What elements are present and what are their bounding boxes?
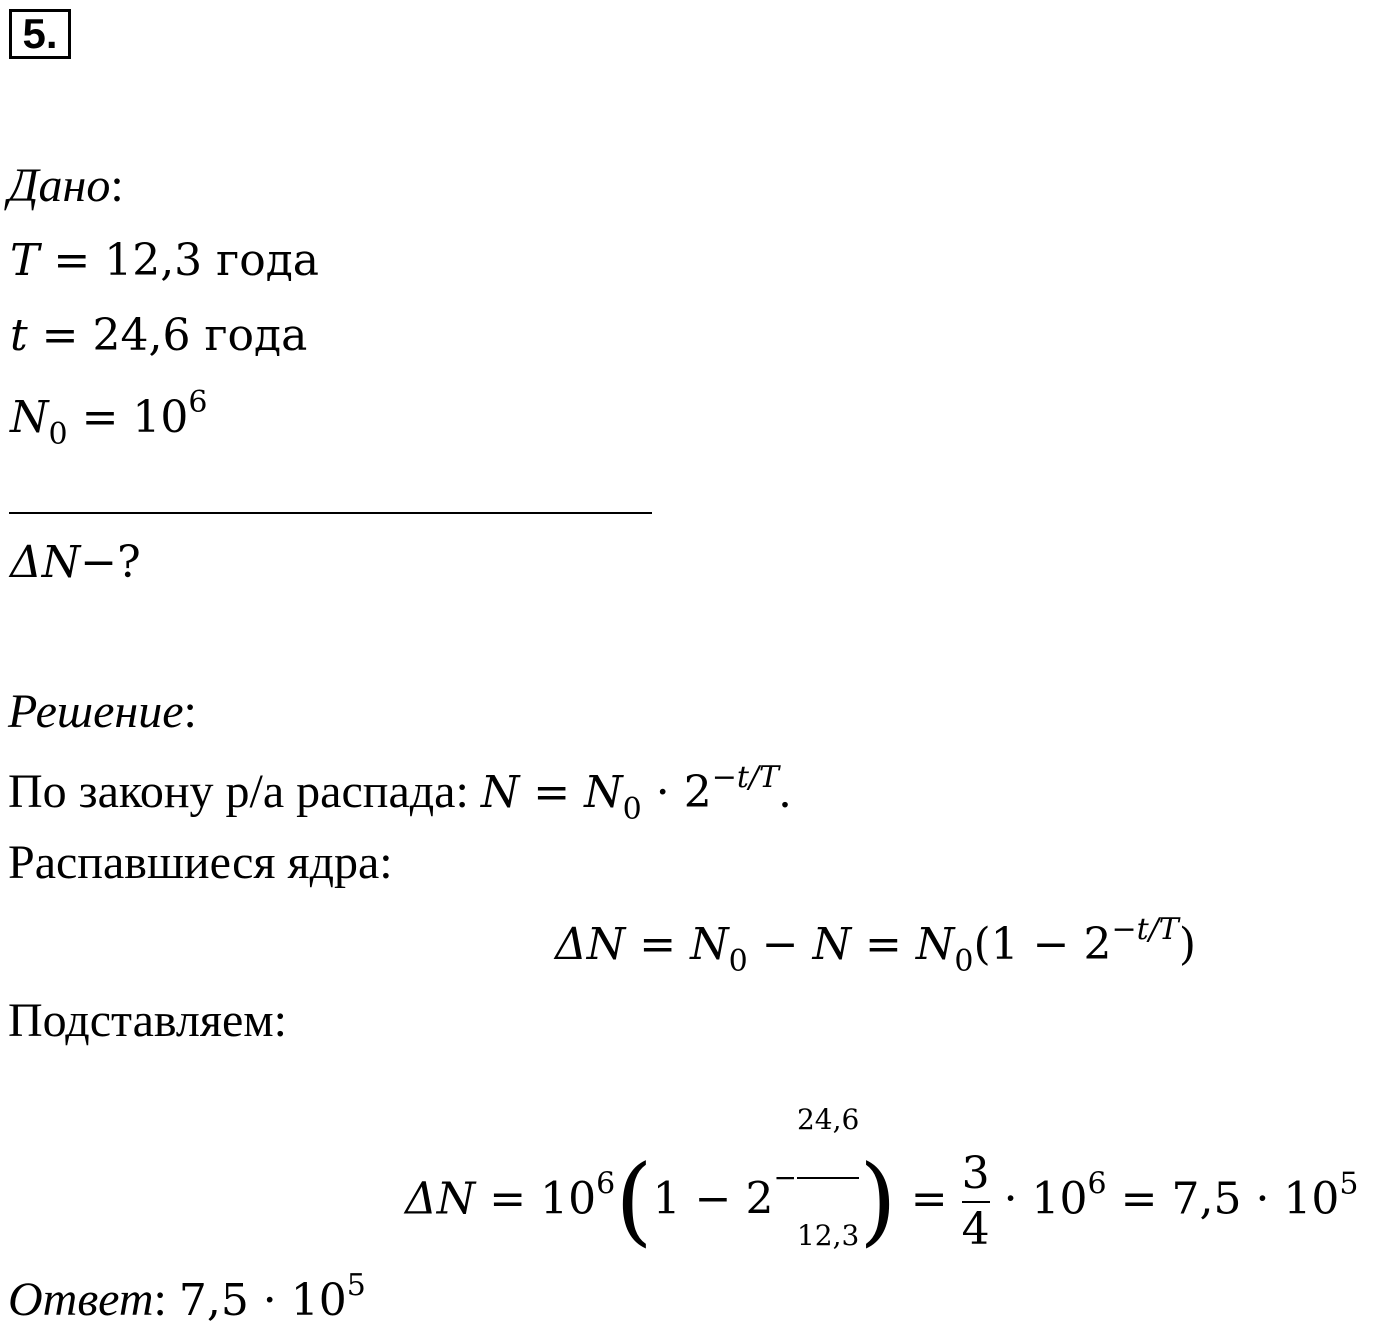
given-heading-line — [8, 158, 124, 213]
f2-frac-num: 3 — [961, 1148, 990, 1199]
f2-inner: 1 − 2 — [652, 1173, 774, 1225]
f1-N0b-sub: 0 — [954, 944, 974, 979]
problem-number: 5. — [9, 9, 71, 59]
N0-variable: N — [10, 392, 49, 443]
solution-colon: : — [183, 685, 197, 738]
decay-law-line — [8, 760, 791, 827]
given-heading: Дано — [8, 159, 111, 212]
substitute-text: Подставляем: — [8, 994, 287, 1047]
answer-exponent: 5 — [346, 1268, 366, 1303]
answer-heading: Ответ — [8, 1273, 154, 1326]
N0-subscript: 0 — [48, 417, 68, 452]
solution-heading-line — [8, 684, 197, 739]
solution-heading: Решение — [8, 685, 184, 738]
f2-exp1: 6 — [596, 1166, 616, 1202]
f1-eq1: = — [625, 919, 691, 970]
answer-value-main: 7,5 · 10 — [178, 1275, 347, 1326]
f2-exp-den: 12,3 — [796, 1219, 860, 1252]
substitution-formula — [405, 1065, 1359, 1291]
f2-fraction — [962, 1149, 990, 1255]
f2-exp2: 6 — [1087, 1166, 1107, 1202]
law-N0: N — [584, 767, 623, 818]
f1-N0: N — [690, 919, 729, 970]
N0-exponent: 6 — [188, 385, 208, 420]
law-exponent: −t/T — [711, 760, 780, 795]
T-value: = 12,3 года — [39, 235, 320, 286]
f1-dN: ΔN — [555, 919, 626, 970]
f1-close: ) — [1178, 919, 1196, 970]
f2-mult: · 10 — [989, 1173, 1088, 1225]
given-t — [10, 310, 307, 361]
f2-exp-num: 24,6 — [796, 1103, 860, 1136]
decayed-formula — [555, 912, 1196, 979]
f1-exponent: −t/T — [1111, 912, 1179, 947]
f2-frac-den: 4 — [961, 1204, 990, 1255]
law-N: N — [480, 767, 520, 818]
decay-law-text: По закону р/а распада: — [8, 765, 481, 818]
f2-exp3: 5 — [1339, 1166, 1359, 1202]
f2-eq2: = — [896, 1173, 962, 1225]
f2-open-paren: ( — [615, 1144, 653, 1257]
f1-N0b: N — [915, 919, 955, 970]
answer-value — [178, 1268, 366, 1326]
law-mult: · 2 — [641, 767, 712, 818]
law-end: . — [779, 765, 792, 818]
divider-line — [9, 512, 652, 514]
f1-minus: − — [747, 919, 813, 970]
given-colon: : — [110, 159, 124, 212]
answer-line — [8, 1268, 366, 1327]
f2-exponent — [773, 1065, 859, 1291]
f2-exp-fraction-line — [797, 1177, 859, 1179]
f2-close-paren: ) — [859, 1144, 897, 1257]
f2-eq1: = 10 — [475, 1173, 597, 1225]
f2-exp-minus: − — [773, 1161, 797, 1194]
answer-colon: : — [153, 1273, 179, 1326]
f1-N0-sub: 0 — [728, 944, 748, 979]
decayed-nuclei-text: Распавшиеся ядра: — [8, 836, 393, 889]
T-variable: T — [10, 235, 40, 286]
decay-law-formula — [480, 760, 780, 827]
f2-exp-fraction — [797, 1065, 859, 1291]
t-value: = 24,6 года — [27, 310, 308, 361]
f1-paren: (1 − 2 — [973, 919, 1112, 970]
given-N0 — [10, 385, 208, 452]
f2-dN: ΔN — [405, 1173, 476, 1225]
f2-fraction-line — [962, 1201, 990, 1203]
law-N0-sub: 0 — [622, 792, 642, 827]
f1-eq2: = — [851, 919, 916, 970]
N0-value: = 10 — [67, 392, 189, 443]
given-T — [10, 235, 319, 286]
f2-eq3: = 7,5 · 10 — [1106, 1173, 1340, 1225]
f1-N: N — [812, 919, 852, 970]
t-variable: t — [10, 310, 28, 361]
find-variable: ΔN — [10, 537, 81, 588]
find-question: −? — [80, 537, 141, 588]
law-eq: = — [519, 767, 585, 818]
find-line — [10, 537, 141, 588]
